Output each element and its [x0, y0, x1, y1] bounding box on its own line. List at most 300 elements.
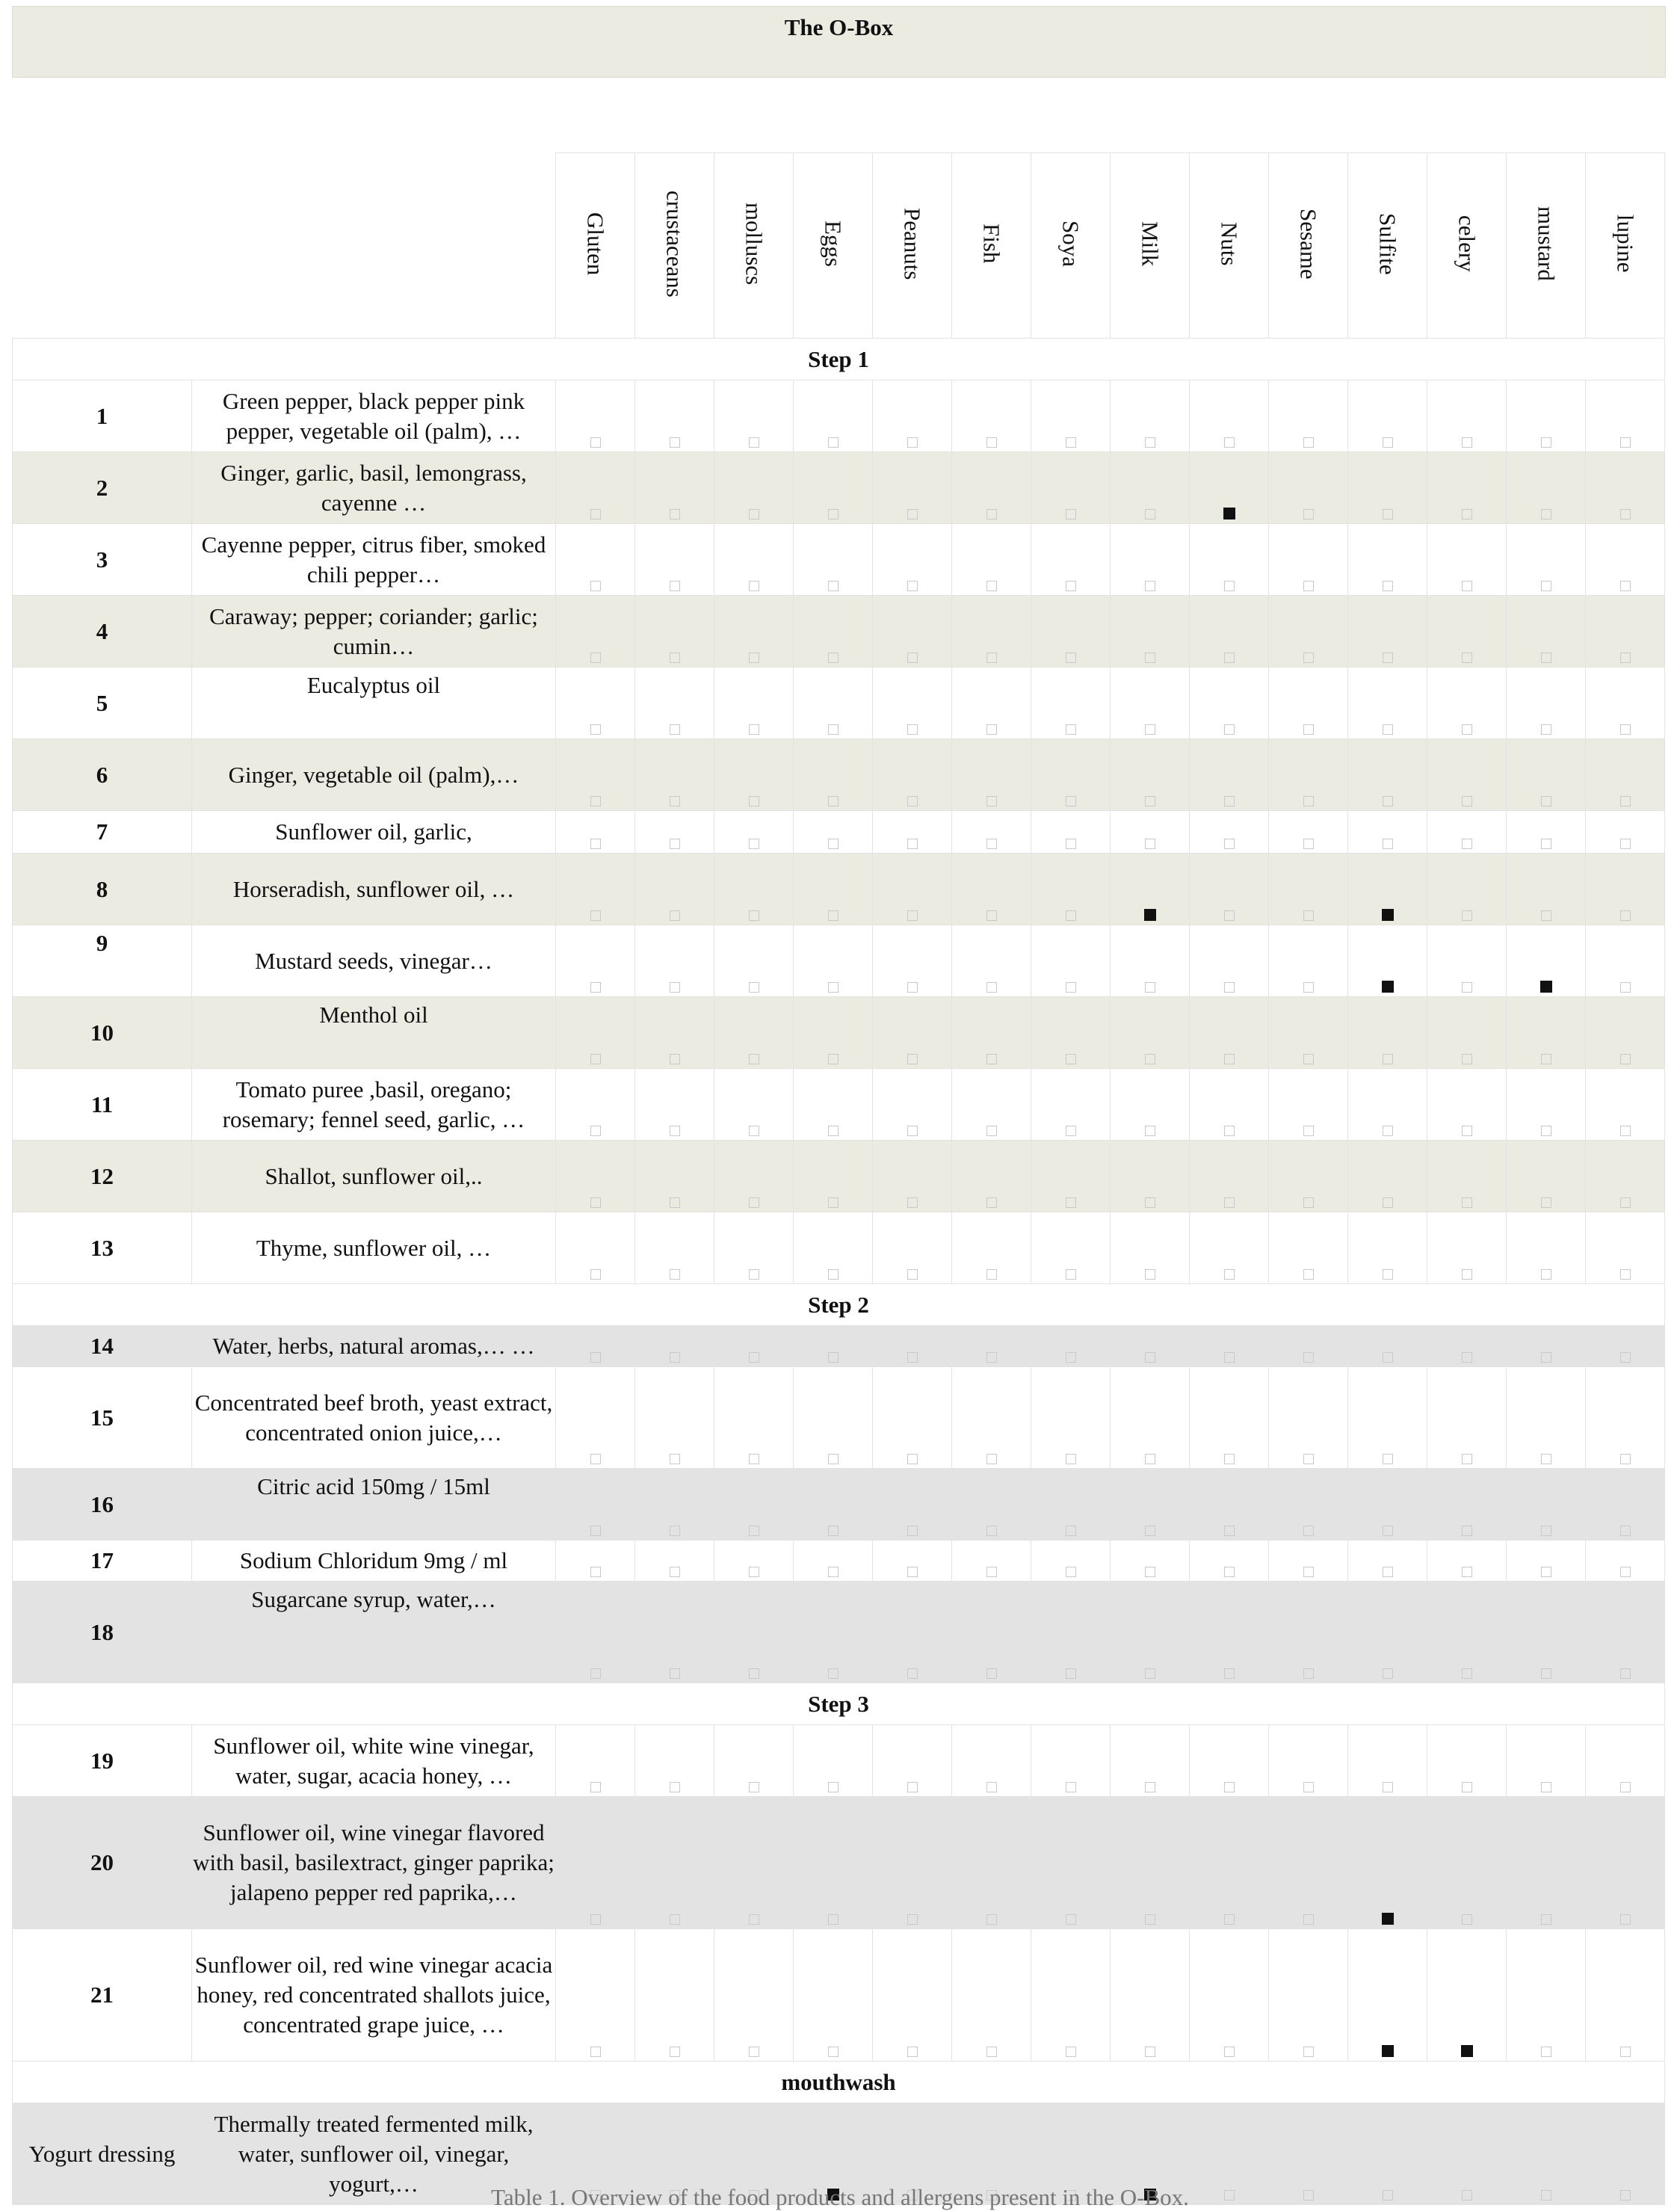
- allergen-empty-box: [828, 910, 839, 921]
- allergen-cell: [1586, 1797, 1665, 1929]
- allergen-empty-box: [749, 1269, 759, 1280]
- allergen-empty-box: [1145, 1668, 1155, 1679]
- allergen-cell: [1427, 1725, 1507, 1797]
- allergen-cell: [1507, 811, 1586, 854]
- allergen-cell: [873, 997, 952, 1069]
- allergen-empty-box: [1541, 509, 1551, 519]
- ingredients-cell: Citric acid 150mg / 15ml: [192, 1469, 556, 1541]
- allergen-empty-box: [1303, 1054, 1314, 1064]
- allergen-cell: [952, 1929, 1031, 2062]
- allergen-cell: [1111, 1725, 1190, 1797]
- allergen-cell: [1269, 524, 1348, 596]
- ingredients-cell: Tomato puree ,basil, oregano; rosemary; fennel seed, garlic, …: [192, 1069, 556, 1141]
- allergen-header-sesame: [1269, 153, 1348, 339]
- allergen-cell: [1111, 524, 1190, 596]
- section-header-row: [13, 1683, 1665, 1725]
- allergen-cell: [952, 667, 1031, 739]
- allergen-empty-box: [1541, 1126, 1551, 1136]
- allergen-empty-box: [986, 653, 997, 663]
- allergen-cell: [1269, 667, 1348, 739]
- allergen-empty-box: [1224, 1782, 1235, 1792]
- allergen-cell: [873, 1797, 952, 1929]
- ingredients-cell: Sunflower oil, red wine vinegar acacia honey, red concentrated shallots juice, concentrated grape juice, …: [192, 1929, 556, 2062]
- allergen-cell: [1031, 1582, 1111, 1683]
- allergen-cell: [1586, 854, 1665, 925]
- allergen-empty-box: [670, 1054, 680, 1064]
- allergen-cell: [952, 1326, 1031, 1367]
- allergen-empty-box: [1462, 509, 1472, 519]
- allergen-empty-box: [590, 1782, 601, 1792]
- allergen-cell: [714, 596, 794, 667]
- allergen-empty-box: [670, 1526, 680, 1536]
- allergen-empty-box: [828, 724, 839, 735]
- allergen-cell: [714, 1797, 794, 1929]
- allergen-empty-box: [1224, 2047, 1235, 2057]
- allergen-cell: [1427, 1212, 1507, 1284]
- ingredients-cell: Caraway; pepper; coriander; garlic; cumin…: [192, 596, 556, 667]
- allergen-cell: [952, 1541, 1031, 1582]
- allergen-cell: [1190, 452, 1269, 524]
- allergen-empty-box: [828, 839, 839, 849]
- allergen-empty-box: [986, 437, 997, 448]
- allergen-empty-box: [1145, 1914, 1155, 1925]
- allergen-label: Sulfite: [1374, 212, 1401, 275]
- allergen-empty-box: [986, 1668, 997, 1679]
- allergen-label: celery: [1454, 215, 1480, 272]
- allergen-empty-box: [1620, 982, 1631, 993]
- allergen-cell: [1031, 596, 1111, 667]
- allergen-cell: [1348, 452, 1427, 524]
- allergen-header-peanuts: [873, 153, 952, 339]
- allergen-cell: [556, 596, 635, 667]
- allergen-cell: [1348, 524, 1427, 596]
- allergen-cell: [556, 925, 635, 997]
- allergen-cell: [1111, 997, 1190, 1069]
- row-number: 15: [13, 1367, 192, 1469]
- allergen-empty-box: [670, 1197, 680, 1208]
- row-number: 7: [13, 811, 192, 854]
- allergen-cell: [1111, 1541, 1190, 1582]
- allergen-empty-box: [907, 2047, 918, 2057]
- allergen-empty-box: [1462, 1454, 1472, 1464]
- allergen-empty-box: [749, 1352, 759, 1363]
- allergen-empty-box: [1383, 1668, 1393, 1679]
- allergen-empty-box: [1541, 1526, 1551, 1536]
- allergen-cell: [794, 1212, 873, 1284]
- allergen-empty-box: [749, 1526, 759, 1536]
- allergen-empty-box: [749, 1782, 759, 1792]
- allergen-empty-box: [1224, 653, 1235, 663]
- allergen-cell: [1427, 524, 1507, 596]
- allergen-empty-box: [590, 1567, 601, 1577]
- allergen-empty-box: [670, 653, 680, 663]
- allergen-cell: [635, 854, 714, 925]
- row-number: 8: [13, 854, 192, 925]
- allergen-empty-box: [1383, 796, 1393, 807]
- allergen-cell: [1031, 811, 1111, 854]
- ingredients-cell: Shallot, sunflower oil,..: [192, 1141, 556, 1212]
- allergen-cell: [556, 1367, 635, 1469]
- allergen-cell: [714, 1367, 794, 1469]
- allergen-empty-box: [1224, 1668, 1235, 1679]
- allergen-cell: [1269, 596, 1348, 667]
- allergen-cell: [1031, 1069, 1111, 1141]
- allergen-cell: [952, 811, 1031, 854]
- allergen-empty-box: [749, 437, 759, 448]
- allergen-cell: [794, 1725, 873, 1797]
- allergen-empty-box: [986, 1914, 997, 1925]
- allergen-cell: [635, 1367, 714, 1469]
- allergen-empty-box: [1541, 724, 1551, 735]
- table-body: [13, 339, 1665, 2205]
- allergen-empty-box: [1066, 2047, 1076, 2057]
- allergen-empty-box: [828, 796, 839, 807]
- allergen-cell: [1427, 1797, 1507, 1929]
- allergen-empty-box: [1383, 509, 1393, 519]
- ingredients-cell: Sunflower oil, white wine vinegar, water, sugar, acacia honey, …: [192, 1725, 556, 1797]
- allergen-empty-box: [1383, 1454, 1393, 1464]
- allergen-empty-box: [1620, 1782, 1631, 1792]
- allergen-empty-box: [670, 1454, 680, 1464]
- allergen-empty-box: [1541, 839, 1551, 849]
- allergen-cell: [1586, 811, 1665, 854]
- allergen-empty-box: [670, 796, 680, 807]
- allergen-empty-box: [1303, 1668, 1314, 1679]
- allergen-empty-box: [590, 796, 601, 807]
- allergen-cell: [1190, 1469, 1269, 1541]
- allergen-cell: [556, 1797, 635, 1929]
- allergen-cell: [635, 1929, 714, 2062]
- allergen-cell: [873, 1725, 952, 1797]
- allergen-cell: [1586, 1141, 1665, 1212]
- allergen-cell: [1111, 1141, 1190, 1212]
- allergen-empty-box: [907, 724, 918, 735]
- allergen-empty-box: [1066, 1269, 1076, 1280]
- allergen-cell: [794, 925, 873, 997]
- allergen-cell: [1269, 1212, 1348, 1284]
- allergen-cell: [1507, 1326, 1586, 1367]
- allergen-table: [12, 152, 1665, 2205]
- allergen-empty-box: [670, 1914, 680, 1925]
- allergen-empty-box: [590, 1126, 601, 1136]
- ingredients-cell: Ginger, vegetable oil (palm),…: [192, 739, 556, 811]
- allergen-cell: [1507, 1725, 1586, 1797]
- table-row: [13, 524, 1665, 596]
- allergen-cell: [1427, 811, 1507, 854]
- allergen-empty-box: [1462, 581, 1472, 591]
- allergen-empty-box: [1462, 724, 1472, 735]
- section-header-row: [13, 2062, 1665, 2103]
- table-row: [13, 1212, 1665, 1284]
- allergen-empty-box: [749, 1054, 759, 1064]
- allergen-empty-box: [1541, 1914, 1551, 1925]
- allergen-empty-box: [1383, 1782, 1393, 1792]
- allergen-cell: [873, 1141, 952, 1212]
- allergen-cell: [1507, 1582, 1586, 1683]
- allergen-empty-box: [1066, 653, 1076, 663]
- allergen-cell: [635, 739, 714, 811]
- table-row: [13, 1797, 1665, 1929]
- allergen-header-sulfite: [1348, 153, 1427, 339]
- ingredients-cell: Ginger, garlic, basil, lemongrass, cayenne …: [192, 452, 556, 524]
- allergen-empty-box: [590, 910, 601, 921]
- allergen-cell: [1031, 997, 1111, 1069]
- allergen-cell: [1586, 1541, 1665, 1582]
- allergen-empty-box: [749, 839, 759, 849]
- allergen-cell: [714, 667, 794, 739]
- table-row: [13, 667, 1665, 739]
- allergen-cell: [1111, 854, 1190, 925]
- allergen-empty-box: [986, 796, 997, 807]
- page-title: The O-Box: [784, 14, 894, 40]
- allergen-empty-box: [986, 1352, 997, 1363]
- allergen-cell: [1348, 596, 1427, 667]
- allergen-cell: [794, 1797, 873, 1929]
- allergen-empty-box: [1462, 1054, 1472, 1064]
- section-label: Step 2: [13, 1284, 1665, 1326]
- allergen-cell: [714, 997, 794, 1069]
- row-number: 5: [13, 667, 192, 739]
- allergen-cell: [635, 596, 714, 667]
- ingredients-cell: Sugarcane syrup, water,…: [192, 1582, 556, 1683]
- allergen-empty-box: [590, 509, 601, 519]
- allergen-cell: [952, 1367, 1031, 1469]
- allergen-empty-box: [986, 1054, 997, 1064]
- allergen-empty-box: [749, 1126, 759, 1136]
- allergen-cell: [794, 997, 873, 1069]
- allergen-empty-box: [1541, 1454, 1551, 1464]
- allergen-empty-box: [1383, 839, 1393, 849]
- allergen-cell: [556, 1069, 635, 1141]
- allergen-cell: [1269, 1541, 1348, 1582]
- allergen-cell: [952, 452, 1031, 524]
- allergen-empty-box: [590, 724, 601, 735]
- allergen-empty-box: [1066, 437, 1076, 448]
- allergen-empty-box: [1383, 1197, 1393, 1208]
- allergen-empty-box: [670, 2047, 680, 2057]
- allergen-empty-box: [670, 1668, 680, 1679]
- allergen-empty-box: [1224, 1126, 1235, 1136]
- allergen-empty-box: [1145, 509, 1155, 519]
- section-label: mouthwash: [13, 2062, 1665, 2103]
- allergen-cell: [1269, 1929, 1348, 2062]
- allergen-empty-box: [907, 910, 918, 921]
- allergen-empty-box: [1620, 724, 1631, 735]
- allergen-empty-box: [590, 839, 601, 849]
- allergen-empty-box: [1066, 1454, 1076, 1464]
- allergen-cell: [1507, 380, 1586, 452]
- allergen-empty-box: [828, 1352, 839, 1363]
- allergen-empty-box: [907, 839, 918, 849]
- allergen-cell: [635, 1069, 714, 1141]
- allergen-cell: [1031, 1141, 1111, 1212]
- allergen-label: mustard: [1533, 206, 1560, 281]
- section-label: Step 3: [13, 1683, 1665, 1725]
- allergen-cell: [1111, 1069, 1190, 1141]
- allergen-cell: [1269, 380, 1348, 452]
- allergen-cell: [794, 1141, 873, 1212]
- allergen-empty-box: [590, 982, 601, 993]
- allergen-empty-box: [1462, 910, 1472, 921]
- allergen-cell: [556, 811, 635, 854]
- allergen-empty-box: [1303, 1454, 1314, 1464]
- allergen-empty-box: [1145, 437, 1155, 448]
- allergen-empty-box: [828, 1526, 839, 1536]
- allergen-empty-box: [1066, 1567, 1076, 1577]
- allergen-empty-box: [1224, 437, 1235, 448]
- allergen-empty-box: [1462, 1526, 1472, 1536]
- allergen-cell: [1111, 1582, 1190, 1683]
- allergen-cell: [635, 1469, 714, 1541]
- allergen-empty-box: [1145, 1054, 1155, 1064]
- allergen-empty-box: [828, 1668, 839, 1679]
- allergen-empty-box: [590, 1054, 601, 1064]
- table-row: [13, 1069, 1665, 1141]
- allergen-empty-box: [1620, 910, 1631, 921]
- allergen-empty-box: [749, 724, 759, 735]
- allergen-cell: [794, 380, 873, 452]
- allergen-cell: [1427, 1326, 1507, 1367]
- allergen-empty-box: [1145, 982, 1155, 993]
- table-row: [13, 1367, 1665, 1469]
- allergen-cell: [1190, 1212, 1269, 1284]
- allergen-empty-box: [1066, 1782, 1076, 1792]
- allergen-cell: [1031, 524, 1111, 596]
- allergen-empty-box: [1224, 1054, 1235, 1064]
- allergen-cell: [556, 1212, 635, 1284]
- allergen-empty-box: [1303, 1567, 1314, 1577]
- row-number: 4: [13, 596, 192, 667]
- allergen-empty-box: [670, 910, 680, 921]
- allergen-cell: [556, 1582, 635, 1683]
- allergen-empty-box: [1383, 581, 1393, 591]
- allergen-present-mark: [1382, 909, 1394, 921]
- allergen-empty-box: [1620, 1567, 1631, 1577]
- allergen-cell: [1507, 1469, 1586, 1541]
- allergen-cell: [1427, 997, 1507, 1069]
- allergen-empty-box: [1145, 1454, 1155, 1464]
- row-number: 17: [13, 1541, 192, 1582]
- allergen-empty-box: [1066, 509, 1076, 519]
- row-number: 19: [13, 1725, 192, 1797]
- allergen-cell: [1111, 380, 1190, 452]
- allergen-empty-box: [907, 1352, 918, 1363]
- header-blank-cell: [13, 153, 556, 339]
- allergen-cell: [1111, 1797, 1190, 1929]
- allergen-cell: [1507, 1797, 1586, 1929]
- allergen-cell: [1190, 1367, 1269, 1469]
- allergen-cell: [873, 1069, 952, 1141]
- allergen-cell: [1348, 1541, 1427, 1582]
- table-row: [13, 1725, 1665, 1797]
- allergen-header-eggs: [794, 153, 873, 339]
- allergen-empty-box: [670, 1782, 680, 1792]
- allergen-empty-box: [828, 509, 839, 519]
- allergen-cell: [714, 1069, 794, 1141]
- allergen-empty-box: [670, 724, 680, 735]
- allergen-empty-box: [749, 1668, 759, 1679]
- allergen-empty-box: [986, 1454, 997, 1464]
- allergen-cell: [714, 739, 794, 811]
- allergen-cell: [635, 925, 714, 997]
- allergen-empty-box: [1224, 1454, 1235, 1464]
- allergen-empty-box: [1145, 839, 1155, 849]
- allergen-empty-box: [1145, 1526, 1155, 1536]
- allergen-empty-box: [670, 509, 680, 519]
- allergen-cell: [714, 1725, 794, 1797]
- allergen-cell: [1586, 380, 1665, 452]
- allergen-empty-box: [670, 437, 680, 448]
- allergen-cell: [1190, 1725, 1269, 1797]
- allergen-cell: [1348, 997, 1427, 1069]
- allergen-cell: [1427, 1582, 1507, 1683]
- allergen-cell: [714, 1582, 794, 1683]
- allergen-cell: [1031, 1797, 1111, 1929]
- allergen-empty-box: [1462, 1126, 1472, 1136]
- allergen-empty-box: [1145, 796, 1155, 807]
- allergen-cell: [1348, 739, 1427, 811]
- allergen-empty-box: [670, 1269, 680, 1280]
- allergen-header-fish: [952, 153, 1031, 339]
- allergen-cell: [873, 854, 952, 925]
- allergen-empty-box: [1541, 1054, 1551, 1064]
- allergen-empty-box: [1066, 581, 1076, 591]
- allergen-empty-box: [1145, 1782, 1155, 1792]
- allergen-cell: [1190, 1141, 1269, 1212]
- allergen-empty-box: [1224, 581, 1235, 591]
- allergen-cell: [635, 1141, 714, 1212]
- allergen-cell: [1190, 667, 1269, 739]
- allergen-empty-box: [986, 581, 997, 591]
- allergen-header-lupine: [1586, 153, 1665, 339]
- allergen-cell: [1586, 739, 1665, 811]
- row-number: 12: [13, 1141, 192, 1212]
- allergen-cell: [635, 1582, 714, 1683]
- allergen-empty-box: [670, 982, 680, 993]
- ingredients-cell: Water, herbs, natural aromas,… …: [192, 1326, 556, 1367]
- allergen-cell: [952, 1469, 1031, 1541]
- allergen-empty-box: [1303, 1126, 1314, 1136]
- allergen-cell: [1507, 1212, 1586, 1284]
- ingredients-cell: Thyme, sunflower oil, …: [192, 1212, 556, 1284]
- allergen-cell: [1586, 1069, 1665, 1141]
- allergen-cell: [1427, 1367, 1507, 1469]
- allergen-empty-box: [749, 653, 759, 663]
- allergen-empty-box: [590, 1454, 601, 1464]
- row-number: 14: [13, 1326, 192, 1367]
- allergen-empty-box: [1383, 437, 1393, 448]
- allergen-empty-box: [1303, 982, 1314, 993]
- allergen-empty-box: [1145, 724, 1155, 735]
- allergen-cell: [1031, 739, 1111, 811]
- allergen-empty-box: [1462, 1197, 1472, 1208]
- allergen-cell: [1269, 452, 1348, 524]
- allergen-empty-box: [1620, 1526, 1631, 1536]
- allergen-empty-box: [828, 1454, 839, 1464]
- allergen-cell: [1586, 1367, 1665, 1469]
- allergen-cell: [714, 524, 794, 596]
- allergen-empty-box: [1541, 653, 1551, 663]
- allergen-present-mark: [1382, 2045, 1394, 2057]
- allergen-empty-box: [749, 910, 759, 921]
- allergen-header-gluten: [556, 153, 635, 339]
- allergen-cell: [952, 1797, 1031, 1929]
- table-row: [13, 925, 1665, 997]
- allergen-cell: [1269, 854, 1348, 925]
- ingredients-cell: Horseradish, sunflower oil, …: [192, 854, 556, 925]
- allergen-empty-box: [1303, 796, 1314, 807]
- allergen-cell: [635, 667, 714, 739]
